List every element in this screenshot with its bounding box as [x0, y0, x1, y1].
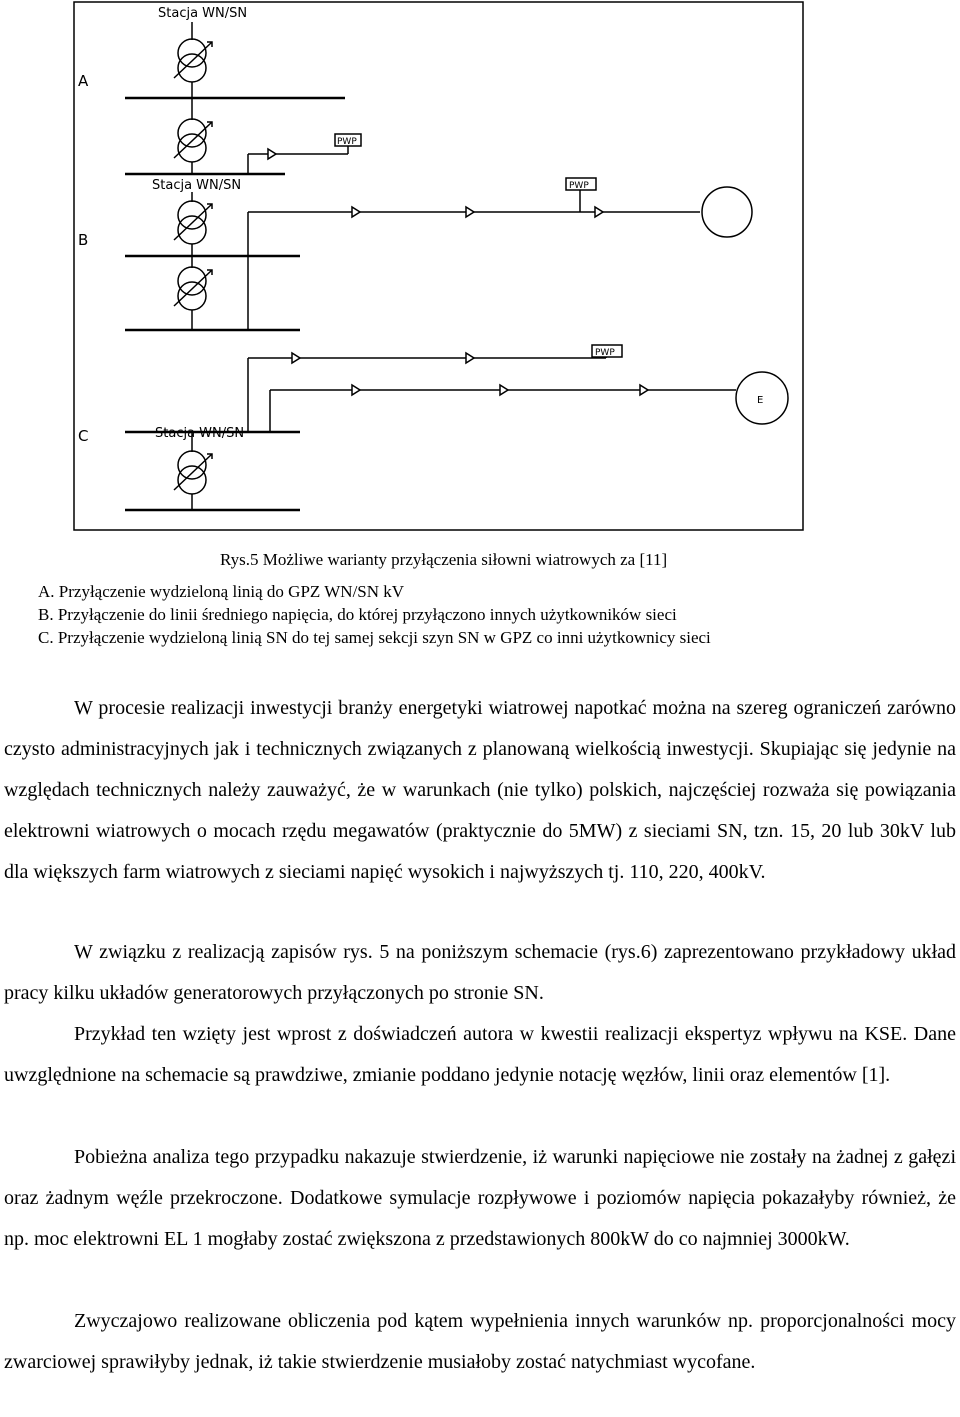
node-e-label: E	[757, 395, 764, 406]
variant-b-diagram	[125, 178, 752, 330]
body-paragraph-1: W procesie realizacji inwestycji branży energetyki wiatrowej napotkać można na szereg ograniczeń zarówno czysto administracyjnych jak i technicznych związanych z planowaną wielkością inwestycji. Skupiając się jedynie na względach technicznych należy zauważyć, że w warunkach (nie tylko) polskich, najczęściej rozważa się powiązania elektrowni wiatrowych o mocach rzędu megawatów (praktycznie do 5MW) z sieciami SN, tzn. 15, 20 lub 30kV lub dla większych farm wiatrowych z sieciami napięć wysokich i najwyższych tj. 110, 220, 400kV.	[4, 697, 956, 883]
body-paragraph-3: Przykład ten wzięty jest wprost z doświadczeń autora w kwestii realizacji ekspertyz wpływu na KSE. Dane uwzględnione na schemacie są prawdziwe, zmianie poddano jedynie notację węzłów, linii oraz elementów [1].	[4, 1023, 956, 1086]
pwp-label-a: PWP	[337, 137, 357, 147]
caption-item-c: C. Przyłączenie wydzieloną linią SN do tej samej sekcji szyn SN w GPZ co inni użytkownicy sieci	[38, 628, 711, 647]
caption-item-b: B. Przyłączenie do linii średniego napięcia, do której przyłączono innych użytkowników sieci	[38, 605, 677, 624]
section-label-a: A	[78, 72, 89, 90]
caption-item-a: A. Przyłączenie wydzieloną linią do GPZ WN/SN kV	[38, 582, 405, 601]
section-label-b: B	[78, 231, 89, 249]
station-label-c: Stacja WN/SN	[155, 426, 245, 441]
body-paragraph-5: Zwyczajowo realizowane obliczenia pod kątem wypełnienia innych warunków np. proporcjonalności mocy zwarciowej sprawiłyby jednak, iż takie stwierdzenie musiałoby zostać natychmiast wycofane.	[4, 1310, 956, 1373]
diagram-frame	[74, 2, 803, 530]
connection-variants-diagram	[0, 0, 960, 540]
pwp-label-c: PWP	[595, 348, 615, 358]
section-label-c: C	[78, 427, 89, 445]
station-label-b: Stacja WN/SN	[152, 178, 242, 193]
variant-a-diagram	[125, 22, 361, 174]
body-paragraph-2: W związku z realizacją zapisów rys. 5 na poniższym schemacie (rys.6) zaprezentowano przykładowy układ pracy kilku układów generatorowych przyłączonych po stronie SN.	[4, 941, 956, 1004]
body-paragraph-4: Pobieżna analiza tego przypadku nakazuje stwierdzenie, iż warunki napięciowe nie zostały na żadnej z gałęzi oraz żadnym węźle przekroczone. Dodatkowe symulacje rozpływowe i poziomów napięcia pokazałyby również, że np. moc elektrowni EL 1 mogłaby zostać zwiększona z przedstawionych 800kW do co najmniej 3000kW.	[4, 1146, 956, 1250]
station-label-a: Stacja WN/SN	[158, 6, 248, 21]
pwp-label-b: PWP	[569, 181, 589, 191]
figure-caption-title: Rys.5 Możliwe warianty przyłączenia siłowni wiatrowych za [11]	[220, 550, 668, 569]
